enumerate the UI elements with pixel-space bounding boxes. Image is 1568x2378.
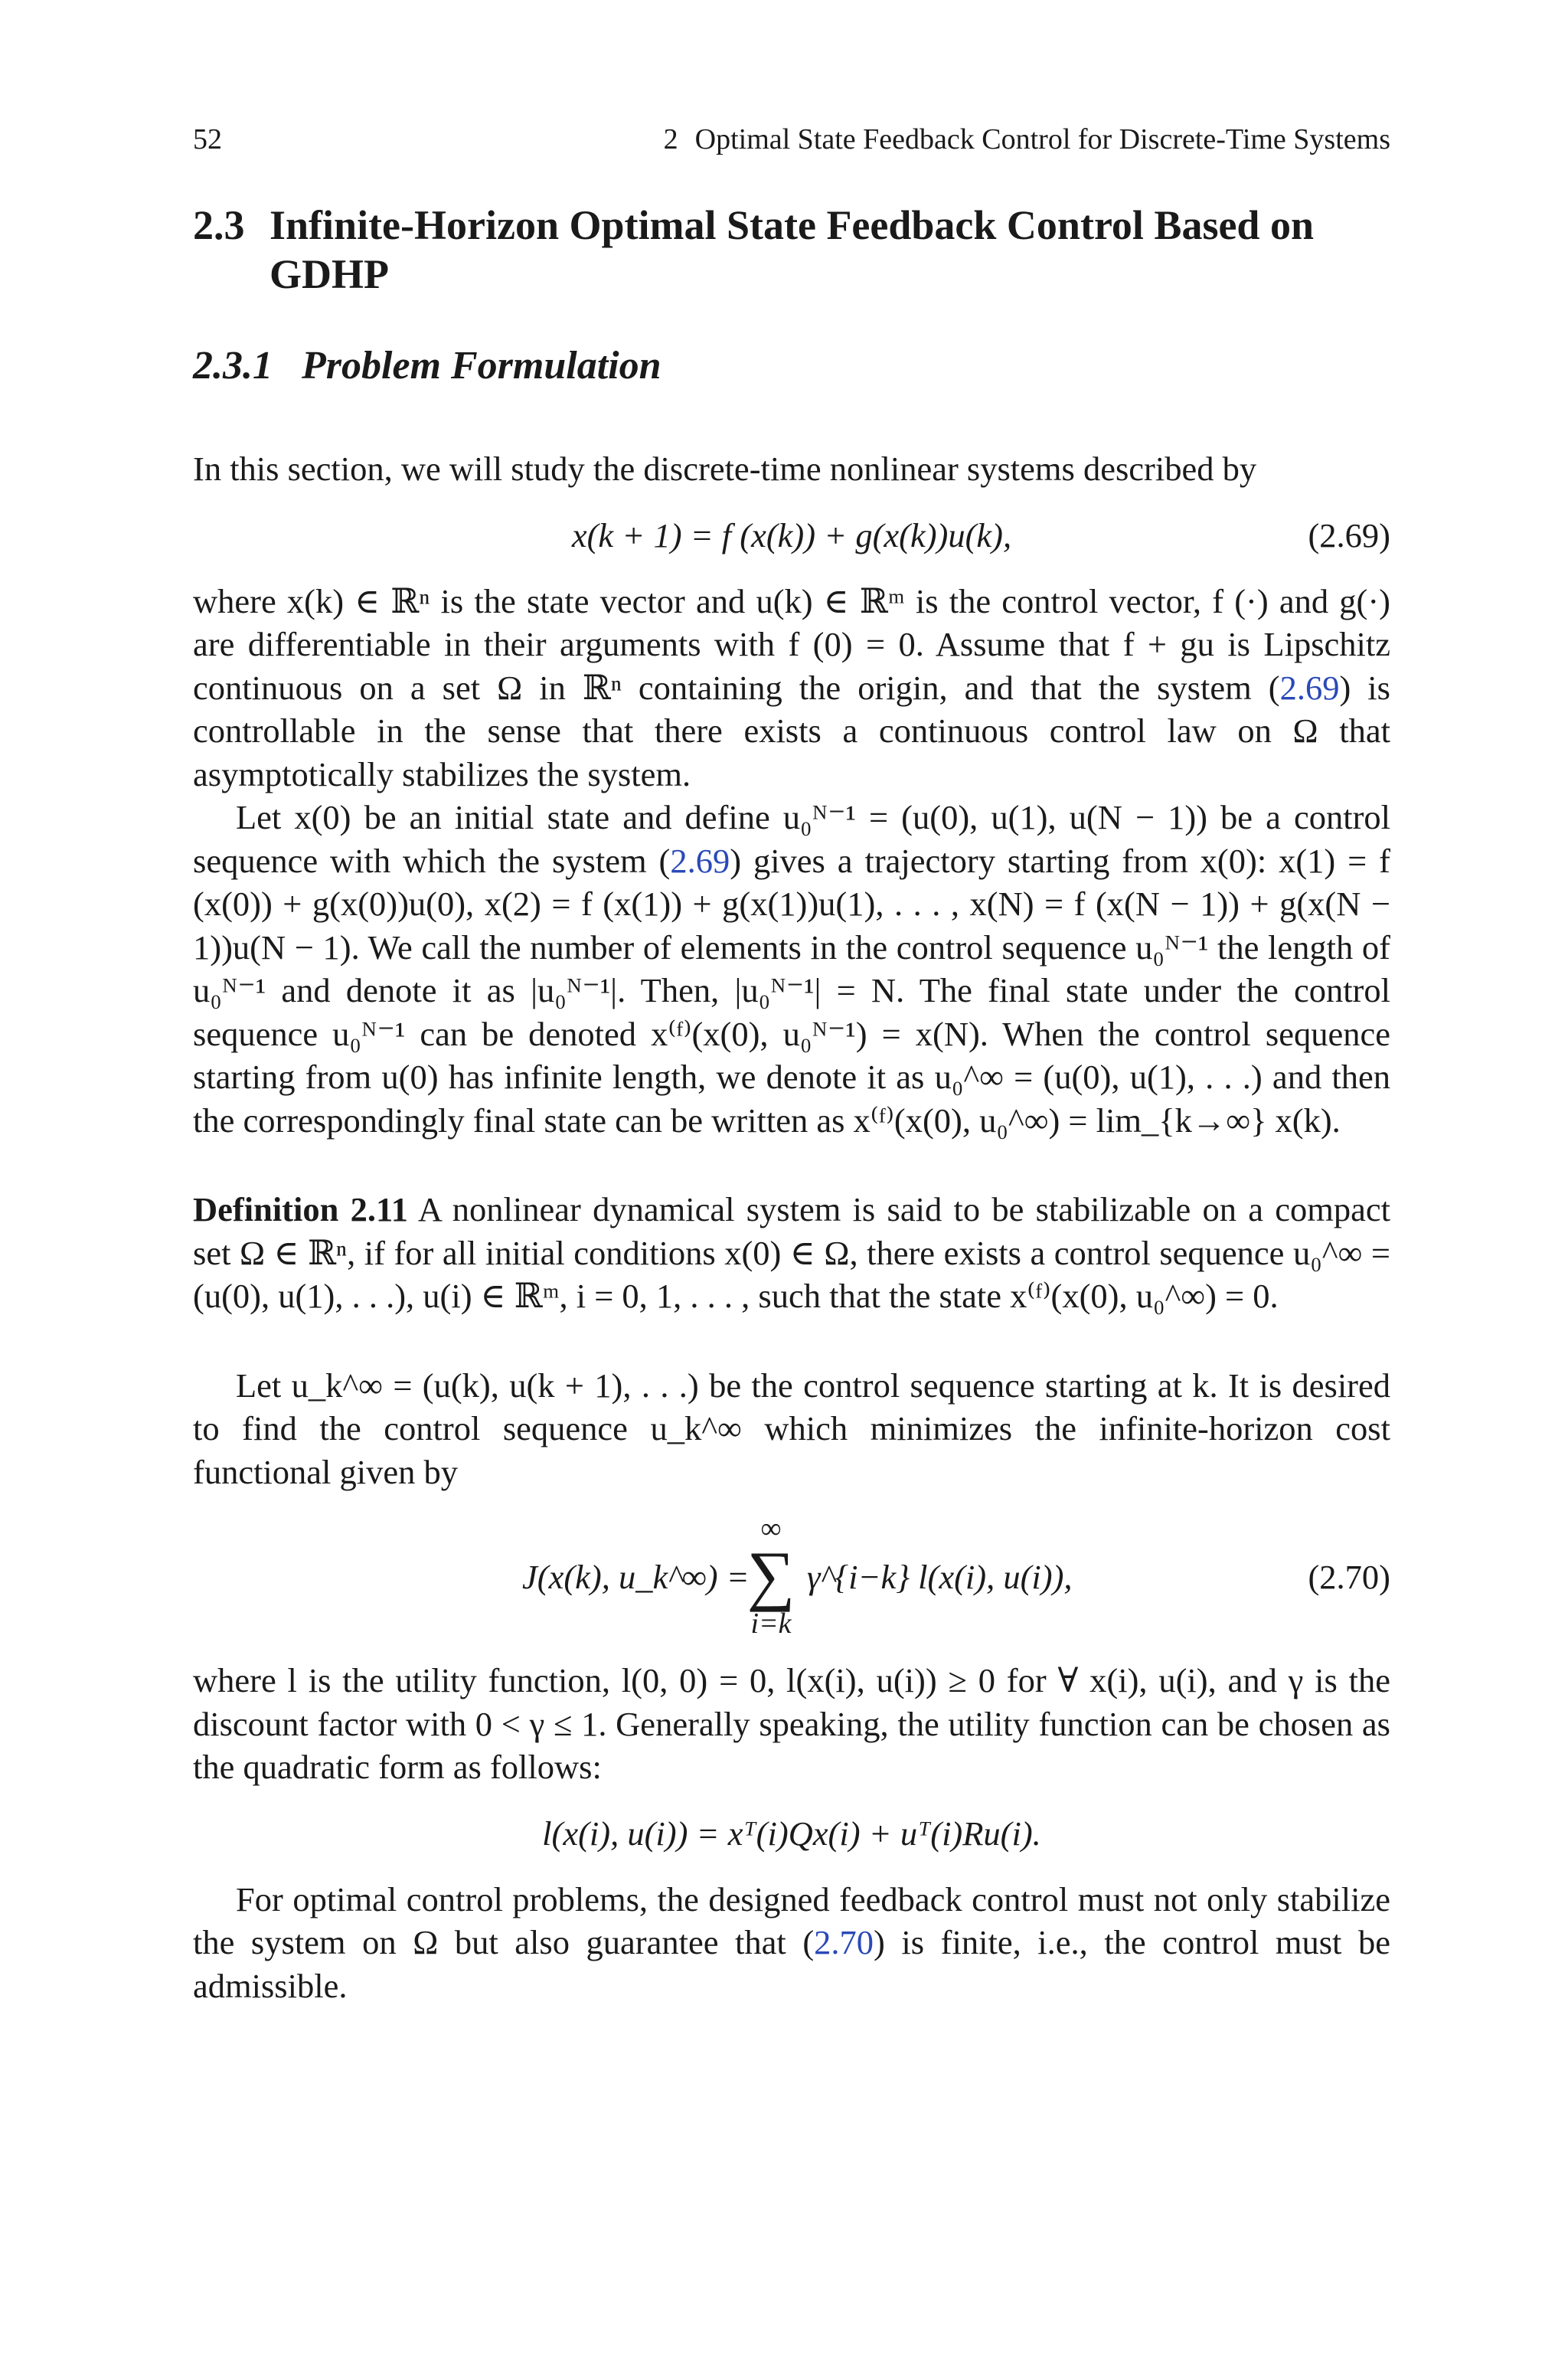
equation-2-70-rhs: γ^{i−k} l(x(i), u(i)), xyxy=(807,1558,1073,1596)
paragraph-admissible-control xyxy=(193,1878,1390,2008)
equation-link-2-70[interactable]: 2.70 xyxy=(814,1923,874,1961)
paragraph-utility-function: where l is the utility function, l(0, 0) = 0, l(x(i), u(i)) ≥ 0 for ∀ x(i), u(i), and γ is the discount factor with 0 < γ ≤ 1. Generally speaking, the utility function can be chosen as the quadratic form as follows: xyxy=(193,1661,1390,1786)
equation-quadratic-expression: l(x(i), u(i)) = xᵀ(i)Qx(i) + uᵀ(i)Ru(i). xyxy=(542,1814,1041,1853)
definition-label: Definition 2.11 xyxy=(193,1190,409,1228)
paragraph-cost-functional: Let u_k^∞ = (u(k), u(k + 1), . . .) be the control sequence starting at k. It is desired to find the control sequence u_k^∞ which minimizes the infinite-horizon cost functional given by xyxy=(193,1366,1390,1491)
sigma-glyph: ∑ xyxy=(746,1539,795,1613)
intro-paragraph: In this section, we will study the discrete-time nonlinear systems described by xyxy=(193,450,1257,488)
equation-2-70-lhs: J(x(k), u_k^∞) = xyxy=(522,1558,750,1596)
summation-lower-limit: i=k xyxy=(750,1608,792,1640)
paragraph-text: For optimal control problems, the designed feedback control must not only stabilize the system on Ω but also guarantee that ( xyxy=(193,1879,1390,1961)
paragraph-system-assumptions xyxy=(193,580,1390,796)
chapter-number: 2 xyxy=(663,123,678,155)
section-heading xyxy=(193,201,1390,299)
summation-upper-limit: ∞ xyxy=(760,1513,782,1545)
subsection-title: Problem Formulation xyxy=(302,344,662,388)
page-number: 52 xyxy=(193,123,222,155)
page-body xyxy=(193,201,1390,2007)
equation-2-69-tag: (2.69) xyxy=(1308,515,1390,554)
paragraph-control-sequence xyxy=(193,796,1390,1142)
definition-text: A nonlinear dynamical system is said to be stabilizable on a compact set Ω ∈ ℝⁿ, if for all initial conditions x(0) ∈ Ω, there exists a control sequence u₀^∞ = (u(0), u(1), . . .), u(i) ∈ ℝᵐ, i = 0, 1, . . . , such that the state x⁽ᶠ⁾(x(0), u₀^∞) = 0. xyxy=(193,1190,1390,1315)
subsection-number: 2.3.1 xyxy=(193,344,273,388)
subsection-heading xyxy=(193,342,1390,391)
paragraph-text: ) gives a trajectory starting from x(0): x(1) = f (x(0)) + g(x(0))u(0), x(2) = f (x(1)) + g(x(1))u(1), . . . , x(N) = f (x(N − 1)) + g(x(N − 1))u(N − 1). We call the number of elements in the control sequence u₀ᴺ⁻¹ the length of u₀ᴺ⁻¹ and denote it as |u₀ᴺ⁻¹|. Then, |u₀ᴺ⁻¹| = N. The final state under the control sequence u₀ᴺ⁻¹ can be denoted x⁽ᶠ⁾(x(0), u₀ᴺ⁻¹) = x(N). When the control sequence starting from u(0) has infinite length, we denote it as u₀^∞ = (u(0), u(1), . . .) and then the correspondingly final state can be written as x⁽ᶠ⁾(x(0), u₀^∞) = lim_{k→∞} x(k). xyxy=(193,841,1390,1140)
equation-2-69-expression: x(k + 1) = f (x(k)) + g(x(k))u(k), xyxy=(571,515,1012,554)
summation-symbol xyxy=(744,1512,798,1640)
section-number: 2.3 xyxy=(193,202,245,248)
paragraph-text: where x(k) ∈ ℝⁿ is the state vector and u(k) ∈ ℝᵐ is the control vector, f (·) and g(·) are differentiable in their arguments with f (0) = 0. Assume that f + gu is Lipschitz continuous on a set Ω in ℝⁿ containing the origin, and that the system ( xyxy=(193,581,1390,707)
definition-2-11 xyxy=(193,1188,1390,1318)
paragraph-text: ) is controllable in the sense that there exists a continuous control law on Ω that asymptotically stabilizes the system. xyxy=(193,668,1390,793)
section-title: Infinite-Horizon Optimal State Feedback Control Based on GDHP xyxy=(270,202,1315,297)
equation-2-70-body xyxy=(522,1512,1135,1642)
equation-2-70-tag: (2.70) xyxy=(1308,1558,1390,1596)
running-header xyxy=(193,123,1390,161)
equation-link-2-69[interactable]: 2.69 xyxy=(670,841,730,880)
equation-quadratic-utility xyxy=(193,1812,1390,1855)
equation-link-2-69[interactable]: 2.69 xyxy=(1279,668,1340,707)
chapter-running-head xyxy=(664,123,1390,156)
equation-2-69 xyxy=(193,514,1390,557)
equation-2-70 xyxy=(193,1512,1390,1642)
paragraph-text: ) is finite, i.e., the control must be admissible. xyxy=(193,1923,1390,2005)
paragraph-text: Let x(0) be an initial state and define u₀ᴺ⁻¹ = (u(0), u(1), u(N − 1)) be a control sequence with which the system ( xyxy=(193,798,1390,880)
chapter-title: Optimal State Feedback Control for Discrete-Time Systems xyxy=(694,123,1390,155)
